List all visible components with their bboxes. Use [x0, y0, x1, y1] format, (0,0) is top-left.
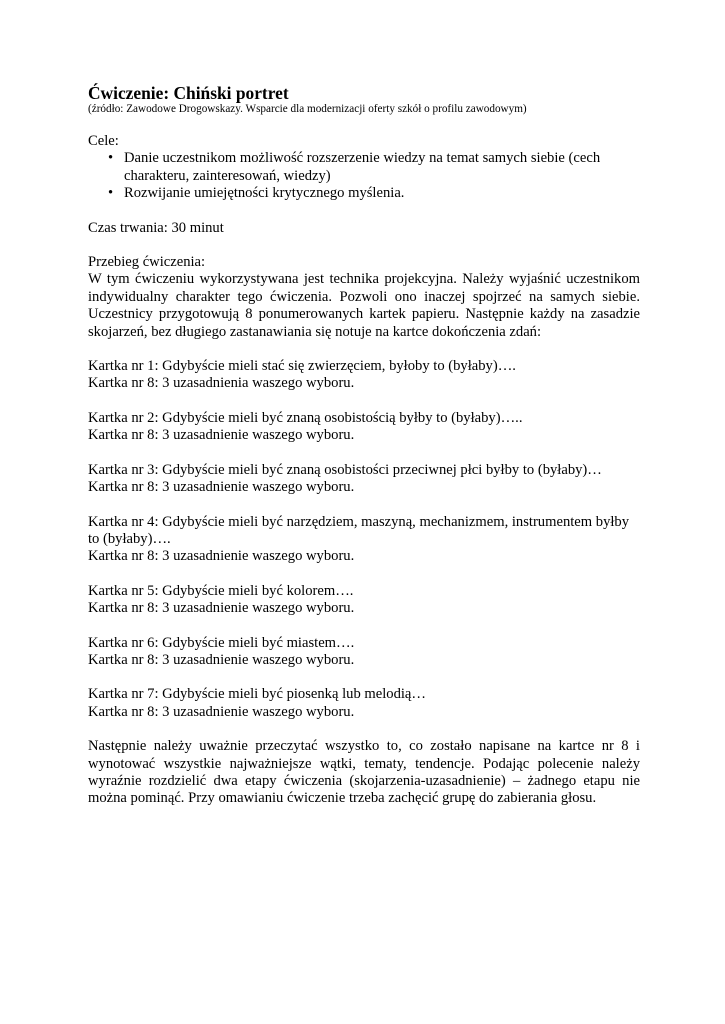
goals-list	[88, 150, 640, 202]
goal-text: Danie uczestnikom możliwość rozszerzenie wiedzy na temat samych siebie (cech charakteru, zainteresowań, wiedzy)	[124, 150, 601, 184]
card-prompt: Kartka nr 7: Gdybyście mieli być piosenką lub melodią…	[88, 686, 427, 703]
goals-section	[88, 133, 640, 203]
document-page	[88, 83, 640, 808]
card-justification: Kartka nr 8: 3 uzasadnienie waszego wyboru.	[88, 703, 355, 720]
card-prompt: Kartka nr 4: Gdybyście mieli być narzędziem, maszyną, mechanizmem, instrumentem byłby to (byłaby)….	[88, 513, 630, 547]
card-justification: Kartka nr 8: 3 uzasadnienie waszego wyboru.	[88, 479, 355, 496]
card-justification: Kartka nr 8: 3 uzasadnienie waszego wyboru.	[88, 600, 355, 617]
duration: Czas trwania: 30 minut	[88, 219, 224, 236]
card-prompt: Kartka nr 3: Gdybyście mieli być znaną osobistości przeciwnej płci byłby to (byłaby)…	[88, 461, 602, 478]
card-item	[88, 686, 640, 721]
bullet-icon: •	[108, 150, 114, 167]
procedure-heading: Przebieg ćwiczenia:	[88, 254, 206, 271]
card-justification: Kartka nr 8: 3 uzasadnienie waszego wyboru.	[88, 548, 355, 565]
goal-item	[88, 185, 640, 202]
card-justification: Kartka nr 8: 3 uzasadnienie waszego wyboru.	[88, 427, 355, 444]
goal-item	[88, 150, 640, 185]
source-note: (źródło: Zawodowe Drogowskazy. Wsparcie dla modernizacji oferty szkół o profilu zawodowym)	[88, 103, 527, 115]
card-prompt: Kartka nr 6: Gdybyście mieli być miastem….	[88, 634, 355, 651]
card-prompt: Kartka nr 2: Gdybyście mieli być znaną osobistością byłby to (byłaby)…..	[88, 409, 523, 426]
closing-text: Następnie należy uważnie przeczytać wszystko to, co zostało napisane na kartce nr 8 i wynotować wszystkie najważniejsze wątki, tematy, tendencje. Podając polecenie należy wyraźnie rozdzielić dwa etapy ćwiczenia (skojarzenia-uzasadnienie) – żadnego etapu nie można pominąć. Przy omawianiu ćwiczenie trzeba zachęcić grupę do zabierania głosu.	[88, 738, 640, 807]
card-item	[88, 635, 640, 670]
card-item	[88, 514, 640, 566]
card-prompt: Kartka nr 5: Gdybyście mieli być kolorem….	[88, 582, 354, 599]
card-justification: Kartka nr 8: 3 uzasadnienie waszego wyboru.	[88, 651, 355, 668]
procedure-text: W tym ćwiczeniu wykorzystywana jest technika projekcyjna. Należy wyjaśnić uczestnikom indywidualny charakter tego ćwiczenia. Pozwoli ono inaczej spojrzeć na samych siebie. Uczestnicy przygotowują 8 ponumerowanych kartek papieru. Następnie każdy na zasadzie skojarzeń, bez długiego zastanawiania się notuje na kartce dokończenia zdań:	[88, 271, 640, 340]
card-item	[88, 462, 640, 497]
card-justification: Kartka nr 8: 3 uzasadnienia waszego wyboru.	[88, 375, 355, 392]
procedure-section	[88, 254, 640, 341]
goal-text: Rozwijanie umiejętności krytycznego myślenia.	[124, 185, 405, 202]
card-item	[88, 583, 640, 618]
card-item	[88, 358, 640, 393]
bullet-icon: •	[108, 185, 114, 202]
goals-heading: Cele:	[88, 133, 119, 149]
document-title: Ćwiczenie: Chiński portret	[88, 83, 289, 103]
card-item	[88, 410, 640, 445]
card-prompt: Kartka nr 1: Gdybyście mieli stać się zwierzęciem, byłoby to (byłaby)….	[88, 358, 516, 375]
